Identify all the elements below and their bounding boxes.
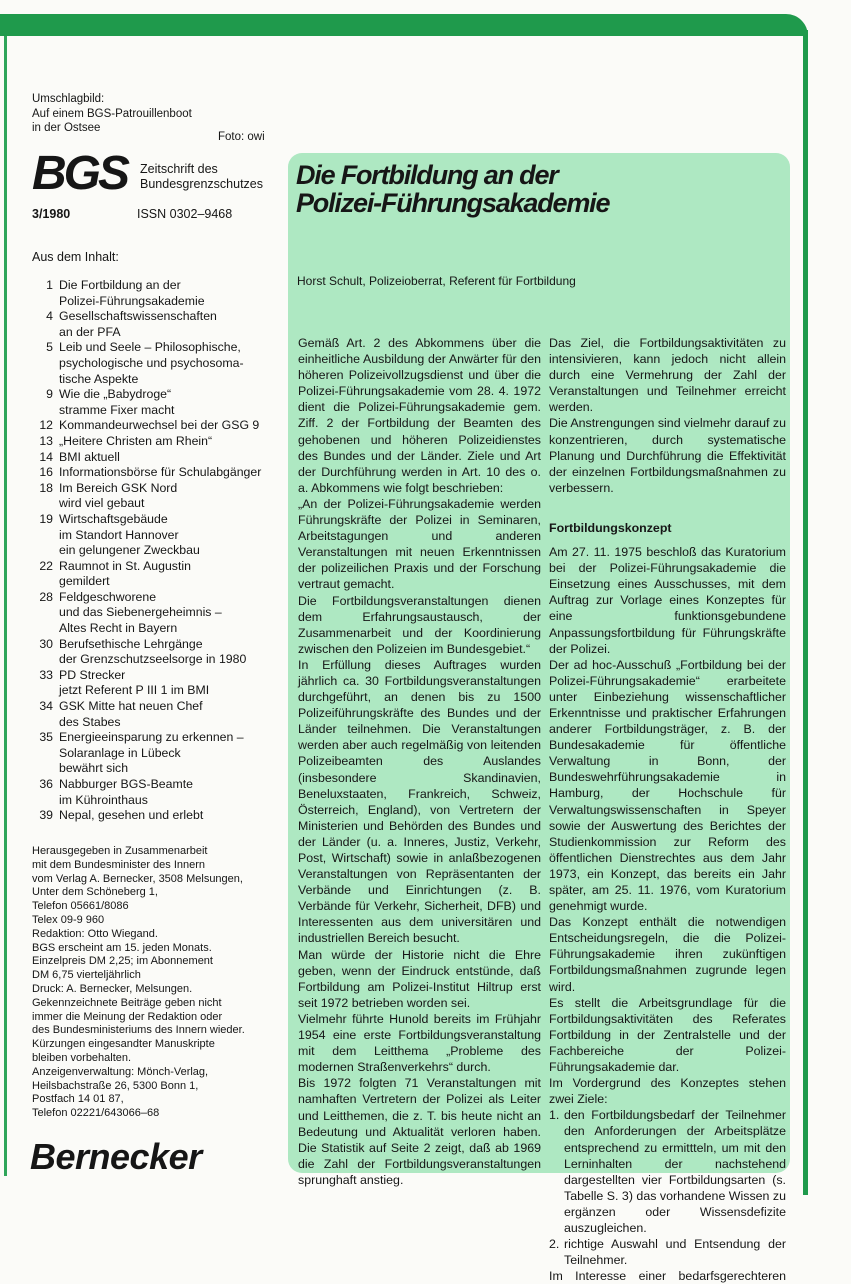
toc-item [32, 481, 282, 512]
toc-title-line: Solaranlage in Lübeck [59, 745, 181, 760]
toc-item [32, 340, 282, 387]
toc-title-line: an der PFA [59, 324, 121, 339]
toc-title-line: stramme Fixer macht [59, 402, 175, 417]
toc-item [32, 278, 282, 309]
caption-line: in der Ostsee [32, 122, 101, 134]
imprint-line: Druck: A. Bernecker, Melsungen. [32, 982, 193, 995]
toc-item [32, 559, 282, 590]
toc-item [32, 418, 282, 434]
toc-title [59, 340, 244, 387]
toc-page-number: 35 [39, 730, 53, 745]
frame-inner-mask [6, 36, 803, 66]
toc-title [59, 808, 203, 824]
toc-title-line: Im Bereich GSK Nord [59, 480, 178, 495]
toc-title [59, 668, 209, 699]
paragraph: Im Interesse einer bedarfsgerechteren [549, 1269, 786, 1284]
toc-title-line: Informationsbörse für Schulabgänger [59, 465, 262, 480]
imprint-line: BGS erscheint am 15. jeden Monats. [32, 941, 212, 954]
paragraph: Das Ziel, die Fortbildungsaktivitäten zu intensivieren, kann jedoch nicht allein durch eine Vermehrung der Zahl der Veranstaltungen und Teilnehmer erreicht werden. [549, 336, 786, 415]
toc-item [32, 512, 282, 559]
imprint-line: DM 6,75 vierteljährlich [32, 969, 141, 982]
toc-title-line: bewährt sich [59, 761, 129, 776]
goal-item [549, 1107, 786, 1236]
article-column-1 [298, 335, 541, 1188]
article-column-2 [549, 335, 786, 1284]
goal-number: 2. [549, 1237, 560, 1252]
toc-page-number: 9 [46, 387, 53, 402]
toc-title-line: Energieeinsparung zu erkennen – [59, 730, 244, 745]
imprint-line: des Bundesministeriums des Innern wieder. [32, 1024, 245, 1037]
toc-title [59, 699, 203, 730]
toc-title-line: Die Fortbildung an der [59, 278, 181, 292]
title-line: Polizei-Führungsakademie [296, 188, 610, 218]
toc-item [32, 309, 282, 340]
imprint-line: mit dem Bundesminister des Innern [32, 858, 206, 871]
subtitle-line: Bundesgrenzschutzes [140, 177, 263, 191]
toc-title [59, 512, 200, 559]
toc-title-line: Nabburger BGS-Beamte [59, 777, 193, 791]
toc-item [32, 637, 282, 668]
toc-page-number: 14 [39, 449, 53, 464]
masthead-subtitle [140, 162, 263, 192]
toc-page-number: 33 [39, 667, 53, 682]
toc-title [59, 590, 222, 637]
toc-item [32, 590, 282, 637]
goal-text: den Fortbildungsbedarf der Teilnehmer den Anforderungen der Arbeitsplätze entsprechend zu ermittteln, um mit den Lerninhalten der nachstehend dargestellten vier Fortbildungsarten (s. Tabelle S. 3) das vorhandene Wissen zu ergänzen oder Wissensdefizite auszugleichen. [564, 1108, 786, 1235]
paragraph: Im Vordergrund des Konzeptes stehen zwei Ziele: [549, 1076, 786, 1107]
imprint-line: Telefon 02221/643066–68 [32, 1107, 160, 1120]
paragraph: Die Fortbildungsveranstaltungen dienen dem Erfahrungsaustausch, der Zusammenarbeit und der Koordinierung zwischen den Polizeien im Bundesgebiet.“ [298, 593, 541, 656]
toc-title-line: Wie die „Babydroge“ [59, 387, 172, 402]
toc-title [59, 434, 212, 450]
toc-heading: Aus dem Inhalt: [32, 250, 119, 264]
toc-title [59, 777, 193, 808]
toc-title-line: BMI aktuell [59, 449, 120, 464]
imprint-line: Unter dem Schöneberg 1, [32, 886, 158, 899]
toc-item [32, 808, 282, 824]
paragraph: Vielmehr führte Hunold bereits im Frühjahr 1954 eine erste Fortbildungsveranstaltung mit dem Leitthema „Probleme des modernen Straßenverkehrs“ durch. [298, 1011, 541, 1075]
goal-number: 1. [549, 1108, 560, 1123]
imprint-line: Redaktion: Otto Wiegand. [32, 927, 158, 940]
photo-credit: Foto: owi [218, 131, 265, 143]
toc-title-line: ein gelungener Zweckbau [59, 543, 200, 558]
toc-title [59, 559, 191, 590]
toc-page-number: 30 [39, 636, 53, 651]
toc-item [32, 730, 282, 777]
toc-title [59, 387, 174, 418]
table-of-contents [32, 278, 282, 824]
toc-page-number: 22 [39, 558, 53, 573]
goal-item [549, 1236, 786, 1268]
imprint-line: immer die Meinung der Redaktion oder [32, 1010, 223, 1023]
toc-title [59, 637, 246, 668]
toc-title-line: Berufsethische Lehrgänge [59, 636, 203, 651]
imprint-line: Telefon 05661/8086 [32, 900, 129, 913]
paragraph: Man würde der Historie nicht die Ehre geben, wenn der Eindruck entstünde, daß Fortbildung am Polizei-Institut Hiltrup erst seit 1972 betrieben worden sei. [298, 947, 541, 1010]
toc-title-line: Polizei-Führungsakademie [59, 293, 205, 308]
toc-title-line: Nepal, gesehen und erlebt [59, 808, 204, 823]
toc-title [59, 418, 259, 434]
imprint-line: Kürzungen eingesandter Manuskripte [32, 1038, 215, 1051]
toc-title-line: GSK Mitte hat neuen Chef [59, 699, 203, 714]
toc-title-line: Wirtschaftsgebäude [59, 511, 168, 526]
article-title [296, 161, 609, 217]
bgs-logo: BGS [32, 147, 128, 200]
toc-page-number: 18 [39, 480, 53, 495]
toc-item [32, 434, 282, 450]
toc-title-line: Altes Recht in Bayern [59, 621, 178, 636]
toc-title [59, 309, 217, 340]
toc-title [59, 481, 177, 512]
paragraph: Bis 1972 folgten 71 Veranstaltungen mit namhaften Vertretern der Polizei als Leiter und Leitthemen, die z. T. bis heute nicht an Bedeutung und Aktualität verloren haben. Die Statistik auf Seite 2 zeigt, daß ab 1969 die Zahl der Fortbildungsveranstaltungen sprunghaft anstieg. [298, 1076, 541, 1187]
goal-text: richtige Auswahl und Entsendung der Teilnehmer. [564, 1237, 786, 1268]
toc-item [32, 387, 282, 418]
paragraph: Der ad hoc-Ausschuß „Fortbildung bei der Polizei-Führungsakademie“ erarbeitete unter Einbeziehung wissenschaftlicher Erkenntnisse und praktischer Erfahrungen anderer Fortbildungsträger, z. B. der Bundesakademie für öffentliche Verwaltung in Bonn, der Bundeswehrführungsakademie in Hamburg, der Hochschule für Verwaltungswissenschaften in Speyer sowie der Auswertung des Berichtes der Studienkommission zur Reform des öffentlichen Dienstrechtes aus dem Jahr 1973, ein Konzept, das bereits ein Jahr später, am 25. 11. 1976, vom Kuratorium genehmigt wurde. [549, 657, 786, 914]
imprint [32, 845, 292, 1121]
subtitle-line: Zeitschrift des [140, 162, 218, 176]
imprint-line: Telex 09-9 960 [32, 913, 105, 926]
toc-page-number: 5 [46, 340, 53, 355]
toc-title [59, 278, 205, 309]
toc-title-line: jetzt Referent P III 1 im BMI [59, 683, 210, 698]
issue-number: 3/1980 [32, 207, 71, 221]
toc-title-line: der Grenzschutzseelsorge in 1980 [59, 652, 247, 667]
toc-page-number: 34 [39, 699, 53, 714]
toc-page-number: 1 [46, 278, 53, 292]
paragraph: Gemäß Art. 2 des Abkommens über die einheitliche Ausbildung der Anwärter für den höheren Polizeivollzugsdienst und über die Polizei-Führungsakademie vom 28. 4. 1972 dient die Polizei-Führungsakademie gem. Ziff. 2 der Fortbildung der Beamten des gehobenen und höheren Polizeidienstes des Bundes und der Länder. Ziele und Art der Durchführung werden in Art. 10 des o. a. Abkommens wie folgt beschrieben: [298, 336, 541, 495]
toc-title-line: im Standort Hannover [59, 527, 179, 542]
paragraph: Das Konzept enthält die notwendigen Entscheidungsregeln, die die Polizei-Führungsakademie ihren zukünftigen Fortbildungsmaßnahmen zugrunde legen wird. [549, 915, 786, 994]
toc-title-line: im Kührointhaus [59, 792, 148, 807]
intro-paragraphs [549, 335, 786, 496]
title-line: Die Fortbildung an der [296, 160, 558, 190]
imprint-line: Einzelpreis DM 2,25; im Abonnement [32, 955, 213, 968]
paragraph: Am 27. 11. 1975 beschloß das Kuratorium bei der Polizei-Führungsakademie die Einsetzung eines Ausschusses, mit dem Auftrag zur Vorlage eines Konzeptes für eine funktionsgebundene Anpassungsfortbildung für Führungskräfte der Polizei. [549, 545, 786, 656]
toc-page-number: 36 [39, 777, 53, 791]
toc-title-line: „Heitere Christen am Rhein“ [59, 433, 213, 448]
toc-page-number: 13 [39, 433, 53, 448]
paragraph: Die Anstrengungen sind vielmehr darauf zu konzentrieren, durch systematische Planung und Durchführung die Effektivität der einzelnen Fortbildungsmaßnahmen zu verbessern. [549, 416, 786, 495]
publisher-logo: Bernecker [30, 1136, 202, 1177]
paragraph: In Erfüllung dieses Auftrages wurden jährlich ca. 30 Fortbildungsveranstaltungen durchgeführt, an denen bis zu 1500 Polizeiführungskräfte des Bundes und der Länder teilnehmen. Die Veranstaltungen werden aber auch regelmäßig von leitenden Polizeibeamten des Auslandes (insbesondere Skandinavien, Beneluxstaaten, Frankreich, Schweiz, Österreich, England), von Vertretern der Ministerien und Behörden des Bundes und der Länder (u. a. Inneres, Justiz, Verkehr, Post, Wirtschaft) sowie in anlaßbezogenen Veranstaltungen von Repräsentanten der Verbände und Einrichtungen (z. B. Verbände für Verkehr, Sicherheit, DFB) und Interessenten aus dem universitären und industriellen Bereich besucht. [298, 657, 541, 946]
toc-page-number: 12 [39, 418, 53, 433]
toc-title-line: des Stabes [59, 714, 121, 729]
toc-title-line: PD Strecker [59, 667, 126, 682]
toc-title-line: gemildert [59, 574, 110, 589]
cover-caption [32, 92, 192, 136]
issn: ISSN 0302–9468 [137, 207, 233, 221]
toc-title [59, 450, 120, 466]
imprint-line: vom Verlag A. Bernecker, 3508 Melsungen, [32, 872, 243, 885]
caption-line: Auf einem BGS-Patrouillenboot [32, 107, 192, 120]
toc-title-line: tische Aspekte [59, 371, 139, 386]
section-heading: Fortbildungskonzept [549, 520, 672, 535]
toc-item [32, 777, 282, 808]
toc-title-line: Kommandeurwechsel bei der GSG 9 [59, 418, 260, 433]
toc-item [32, 668, 282, 699]
imprint-line: Anzeigenverwaltung: Mönch-Verlag, [32, 1065, 209, 1078]
toc-item [32, 450, 282, 466]
imprint-line: Herausgegeben in Zusammenarbeit [32, 845, 208, 857]
imprint-line: Gekennzeichnete Beiträge geben nicht [32, 996, 222, 1009]
toc-page-number: 16 [39, 465, 53, 480]
imprint-line: Heilsbachstraße 26, 5300 Bonn 1, [32, 1079, 199, 1092]
toc-title [59, 730, 244, 777]
toc-title-line: wird viel gebaut [59, 496, 145, 511]
body-paragraphs [549, 544, 786, 1107]
toc-title [59, 465, 261, 481]
green-frame-right [803, 30, 808, 1195]
green-frame-left [4, 36, 7, 1176]
toc-title-line: psychologische und psychosoma- [59, 355, 244, 370]
toc-item [32, 465, 282, 481]
article-author: Horst Schult, Polizeioberrat, Referent für Fortbildung [297, 274, 576, 288]
toc-item [32, 699, 282, 730]
toc-title-line: Gesellschaftswissenschaften [59, 309, 217, 324]
green-frame-top [0, 14, 808, 36]
paragraph: Es stellt die Arbeitsgrundlage für die Fortbildungsaktivitäten des Referates Fortbildung in der Zentralstelle und der Fachbereiche der Polizei-Führungsakademie dar. [549, 995, 786, 1075]
imprint-line: bleiben vorbehalten. [32, 1051, 132, 1064]
toc-title-line: Raumnot in St. Augustin [59, 558, 191, 573]
toc-page-number: 28 [39, 589, 53, 604]
toc-title-line: Leib und Seele – Philosophische, [59, 340, 241, 355]
goals-list [549, 1107, 786, 1268]
paragraph: „An der Polizei-Führungsakademie werden Führungskräfte der Polizei in Seminaren, Arbeitstagungen und anderen Veranstaltungen mit neuen Erkenntnissen der polizeilichen Praxis und der Forschung vertraut gemacht. [298, 496, 541, 592]
toc-title-line: und das Siebenergeheimnis – [59, 605, 222, 620]
toc-page-number: 4 [46, 309, 53, 324]
toc-page-number: 19 [39, 511, 53, 526]
imprint-line: Postfach 14 01 87, [32, 1093, 124, 1106]
toc-page-number: 39 [39, 808, 53, 823]
toc-title-line: Feldgeschworene [59, 589, 157, 604]
caption-line: Umschlagbild: [32, 93, 105, 105]
